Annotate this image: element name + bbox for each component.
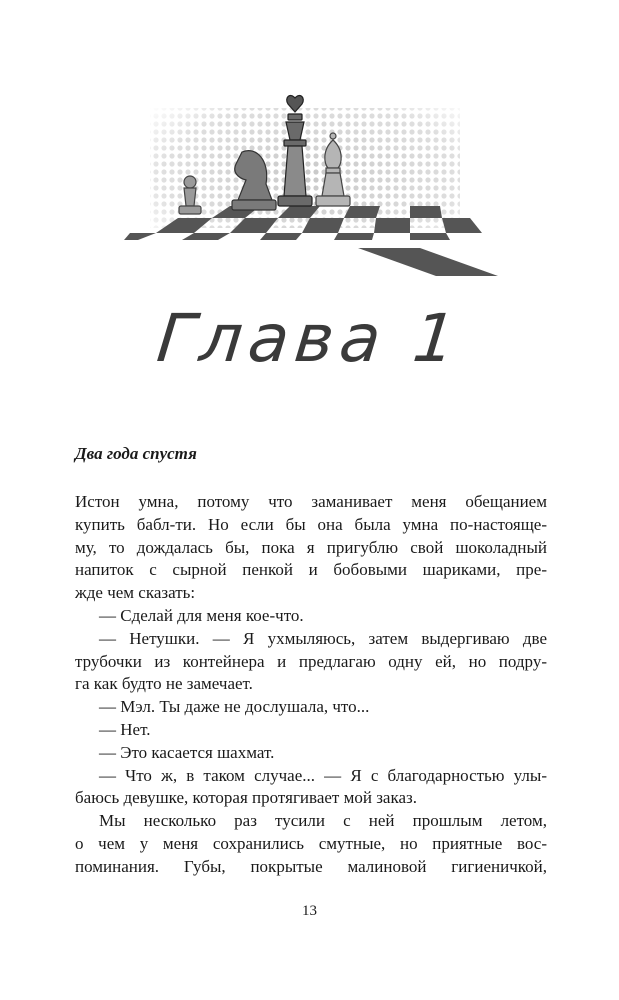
body-line: му, то дождалась бы, пока я пригублю свой шоколадный xyxy=(75,537,547,557)
body-line: баюсь девушке, которая протягивает мой заказ. xyxy=(75,788,417,808)
body-line: — Сделай для меня кое-что. xyxy=(99,605,304,625)
chess-illustration xyxy=(120,88,505,283)
body-line: Истон умна, потому что заманивает меня обещанием xyxy=(75,492,547,511)
body-line: поминания. Губы, покрытые малиновой гигиеничкой, xyxy=(75,856,547,876)
body-line: — Что ж, в таком случае... — Я с благодарностью улы- xyxy=(99,765,547,785)
body-line: — Мэл. Ты даже не дослушала, что... xyxy=(99,697,370,717)
body-line: — Нет. xyxy=(99,719,151,739)
body-line: купить бабл-ти. Но если бы она была умна по-настояще- xyxy=(75,514,547,534)
body-line: напиток с сырной пенкой и бобовыми шариками, пре- xyxy=(75,560,547,580)
chapter-title: Глава 1 xyxy=(153,300,466,377)
body-line: — Нетушки. — Я ухмыляюсь, затем выдергиваю две xyxy=(99,628,547,648)
page-number: 13 xyxy=(302,903,317,919)
body-line: Мы несколько раз тусили с ней прошлым летом, xyxy=(99,811,547,831)
body-text xyxy=(75,491,547,879)
body-line: — Это касается шахмат. xyxy=(99,742,275,762)
body-line: трубочки из контейнера и предлагаю одну ей, но подру- xyxy=(75,651,547,671)
body-line: о чем у меня сохранились смутные, но приятные вос- xyxy=(75,833,547,853)
body-line: жде чем сказать: xyxy=(75,583,196,603)
section-subtitle: Два года спустя xyxy=(75,444,197,463)
body-line: га как будто не замечает. xyxy=(75,674,253,694)
